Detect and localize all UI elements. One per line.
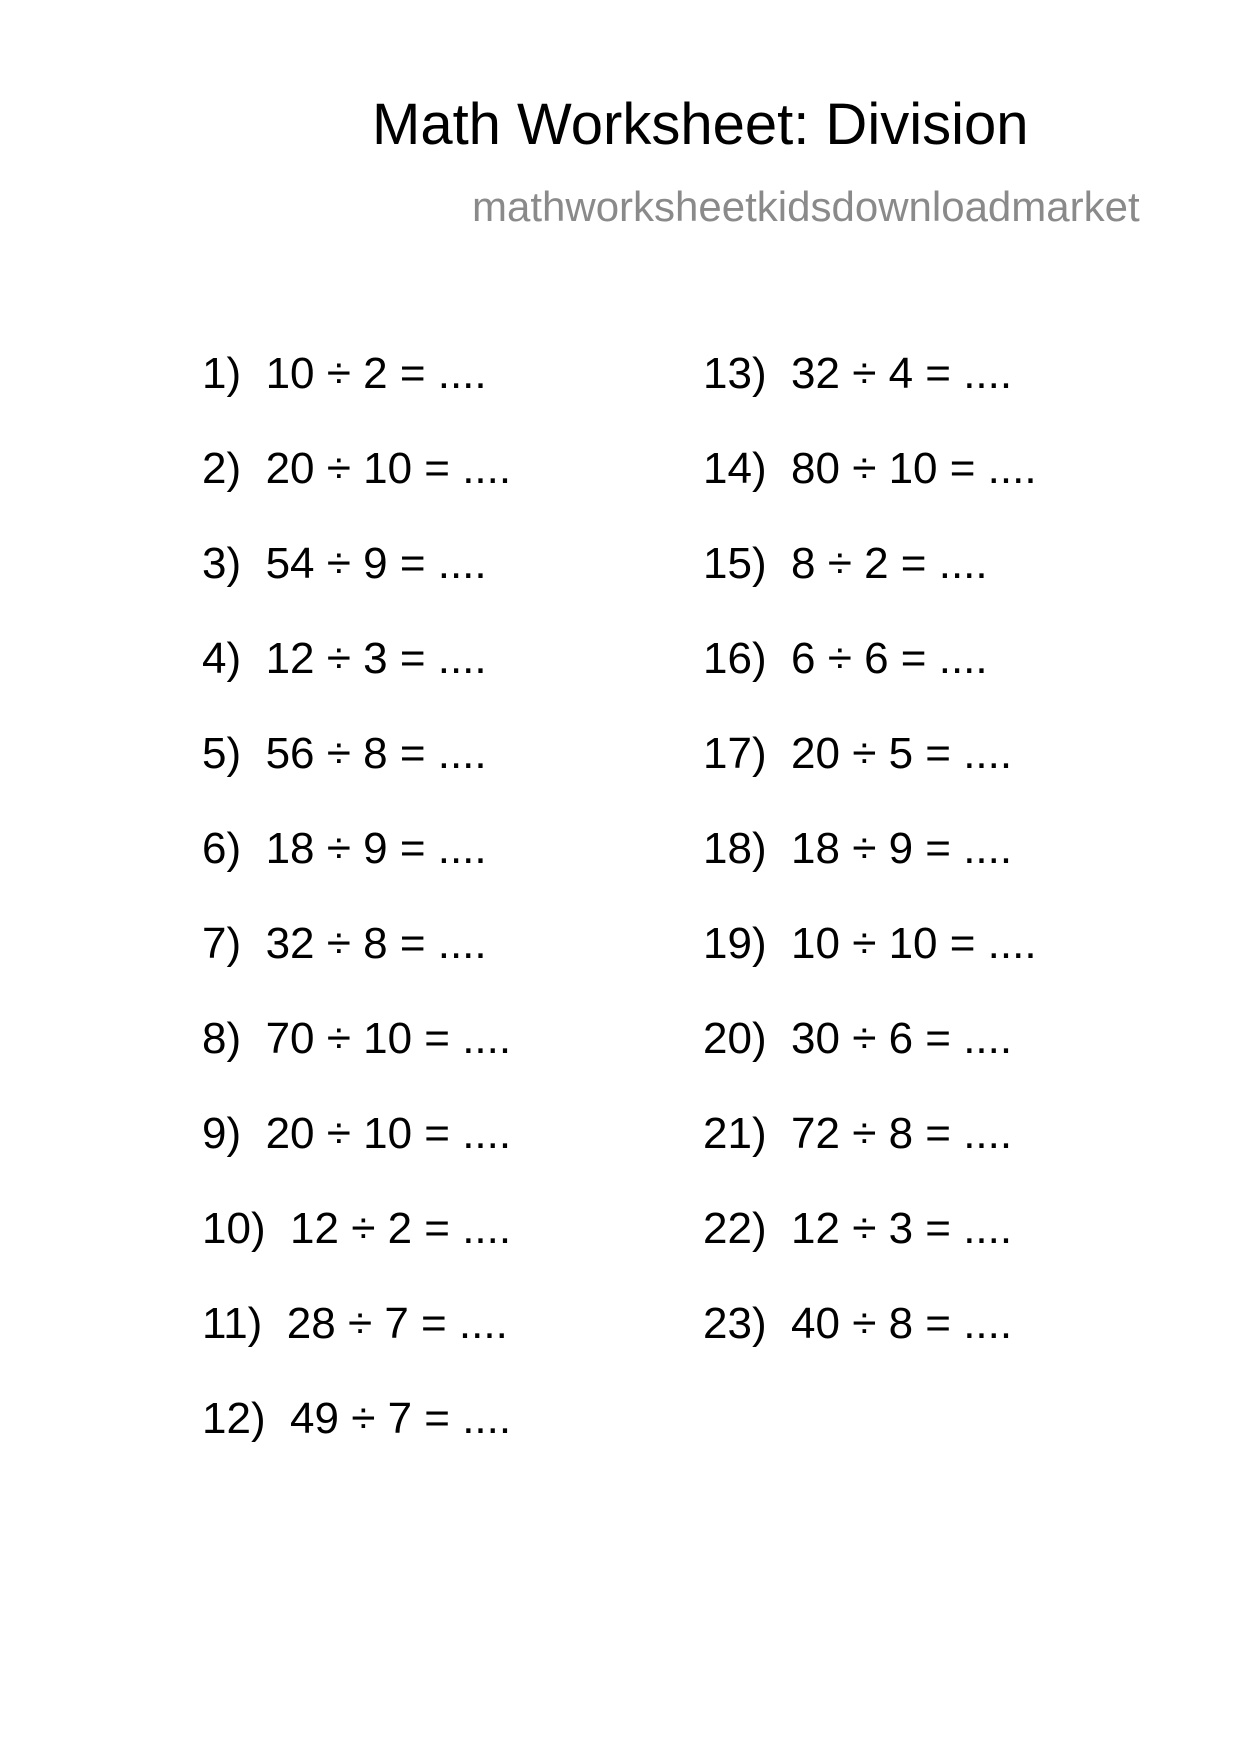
problem-expression: 18 ÷ 9 = .... — [265, 824, 487, 873]
problem-17 — [703, 729, 1037, 827]
problems-column-left — [202, 349, 512, 1492]
problem-23 — [703, 1299, 1037, 1397]
page-subtitle: mathworksheetkidsdownloadmarket — [472, 183, 1140, 230]
problems-column-right — [703, 349, 1037, 1397]
problem-expression: 54 ÷ 9 = .... — [265, 539, 487, 588]
problem-number: 5) — [202, 729, 242, 778]
problem-expression: 40 ÷ 8 = .... — [791, 1299, 1013, 1348]
problem-number: 3) — [202, 539, 242, 588]
problem-expression: 18 ÷ 9 = .... — [791, 824, 1013, 873]
problem-number: 8) — [202, 1014, 242, 1063]
problem-8 — [202, 1014, 512, 1112]
problem-10 — [202, 1204, 512, 1302]
problem-number: 11) — [202, 1299, 263, 1348]
problem-expression: 20 ÷ 10 = .... — [265, 444, 512, 493]
problem-12 — [202, 1394, 512, 1492]
problem-expression: 6 ÷ 6 = .... — [791, 634, 988, 683]
problem-number: 20) — [703, 1014, 767, 1063]
problem-expression: 30 ÷ 6 = .... — [791, 1014, 1013, 1063]
problem-2 — [202, 444, 512, 542]
problem-expression: 10 ÷ 2 = .... — [265, 349, 487, 398]
problem-number: 2) — [202, 444, 242, 493]
problem-13 — [703, 349, 1037, 447]
problem-16 — [703, 634, 1037, 732]
problem-expression: 20 ÷ 10 = .... — [265, 1109, 512, 1158]
problem-expression: 12 ÷ 3 = .... — [265, 634, 487, 683]
problem-expression: 49 ÷ 7 = .... — [290, 1394, 512, 1443]
problem-number: 19) — [703, 919, 767, 968]
problem-number: 18) — [703, 824, 767, 873]
problem-number: 7) — [202, 919, 242, 968]
problem-5 — [202, 729, 511, 827]
page-title: Math Worksheet: Division — [372, 92, 1029, 157]
problem-expression: 8 ÷ 2 = .... — [791, 539, 988, 588]
problem-expression: 10 ÷ 10 = .... — [791, 919, 1037, 968]
problem-3 — [202, 539, 511, 637]
problem-22 — [703, 1204, 1037, 1302]
problem-number: 15) — [703, 539, 767, 588]
problem-expression: 80 ÷ 10 = .... — [791, 444, 1037, 493]
problem-number: 23) — [703, 1299, 767, 1348]
problem-11 — [202, 1299, 511, 1397]
problem-9 — [202, 1109, 512, 1207]
problem-expression: 32 ÷ 4 = .... — [791, 349, 1013, 398]
problem-number: 21) — [703, 1109, 767, 1158]
problem-7 — [202, 919, 511, 1017]
problem-1 — [202, 349, 511, 447]
problem-18 — [703, 824, 1037, 922]
problem-expression: 70 ÷ 10 = .... — [265, 1014, 512, 1063]
problem-number: 17) — [703, 729, 767, 778]
problem-number: 4) — [202, 634, 242, 683]
problem-19 — [703, 919, 1037, 1017]
problem-expression: 56 ÷ 8 = .... — [265, 729, 487, 778]
problem-14 — [703, 444, 1037, 542]
problem-6 — [202, 824, 511, 922]
problem-20 — [703, 1014, 1037, 1112]
problem-expression: 12 ÷ 2 = .... — [290, 1204, 512, 1253]
problem-number: 1) — [202, 349, 242, 398]
problem-21 — [703, 1109, 1037, 1207]
problem-number: 12) — [202, 1394, 266, 1443]
problem-4 — [202, 634, 511, 732]
problem-number: 16) — [703, 634, 767, 683]
problem-15 — [703, 539, 1037, 637]
problem-number: 6) — [202, 824, 242, 873]
problem-number: 9) — [202, 1109, 242, 1158]
problem-number: 14) — [703, 444, 767, 493]
problem-expression: 12 ÷ 3 = .... — [791, 1204, 1013, 1253]
problem-expression: 20 ÷ 5 = .... — [791, 729, 1013, 778]
problem-expression: 32 ÷ 8 = .... — [265, 919, 487, 968]
problem-expression: 72 ÷ 8 = .... — [791, 1109, 1013, 1158]
problem-expression: 28 ÷ 7 = .... — [286, 1299, 508, 1348]
problem-number: 22) — [703, 1204, 767, 1253]
problem-number: 10) — [202, 1204, 266, 1253]
problem-number: 13) — [703, 349, 767, 398]
